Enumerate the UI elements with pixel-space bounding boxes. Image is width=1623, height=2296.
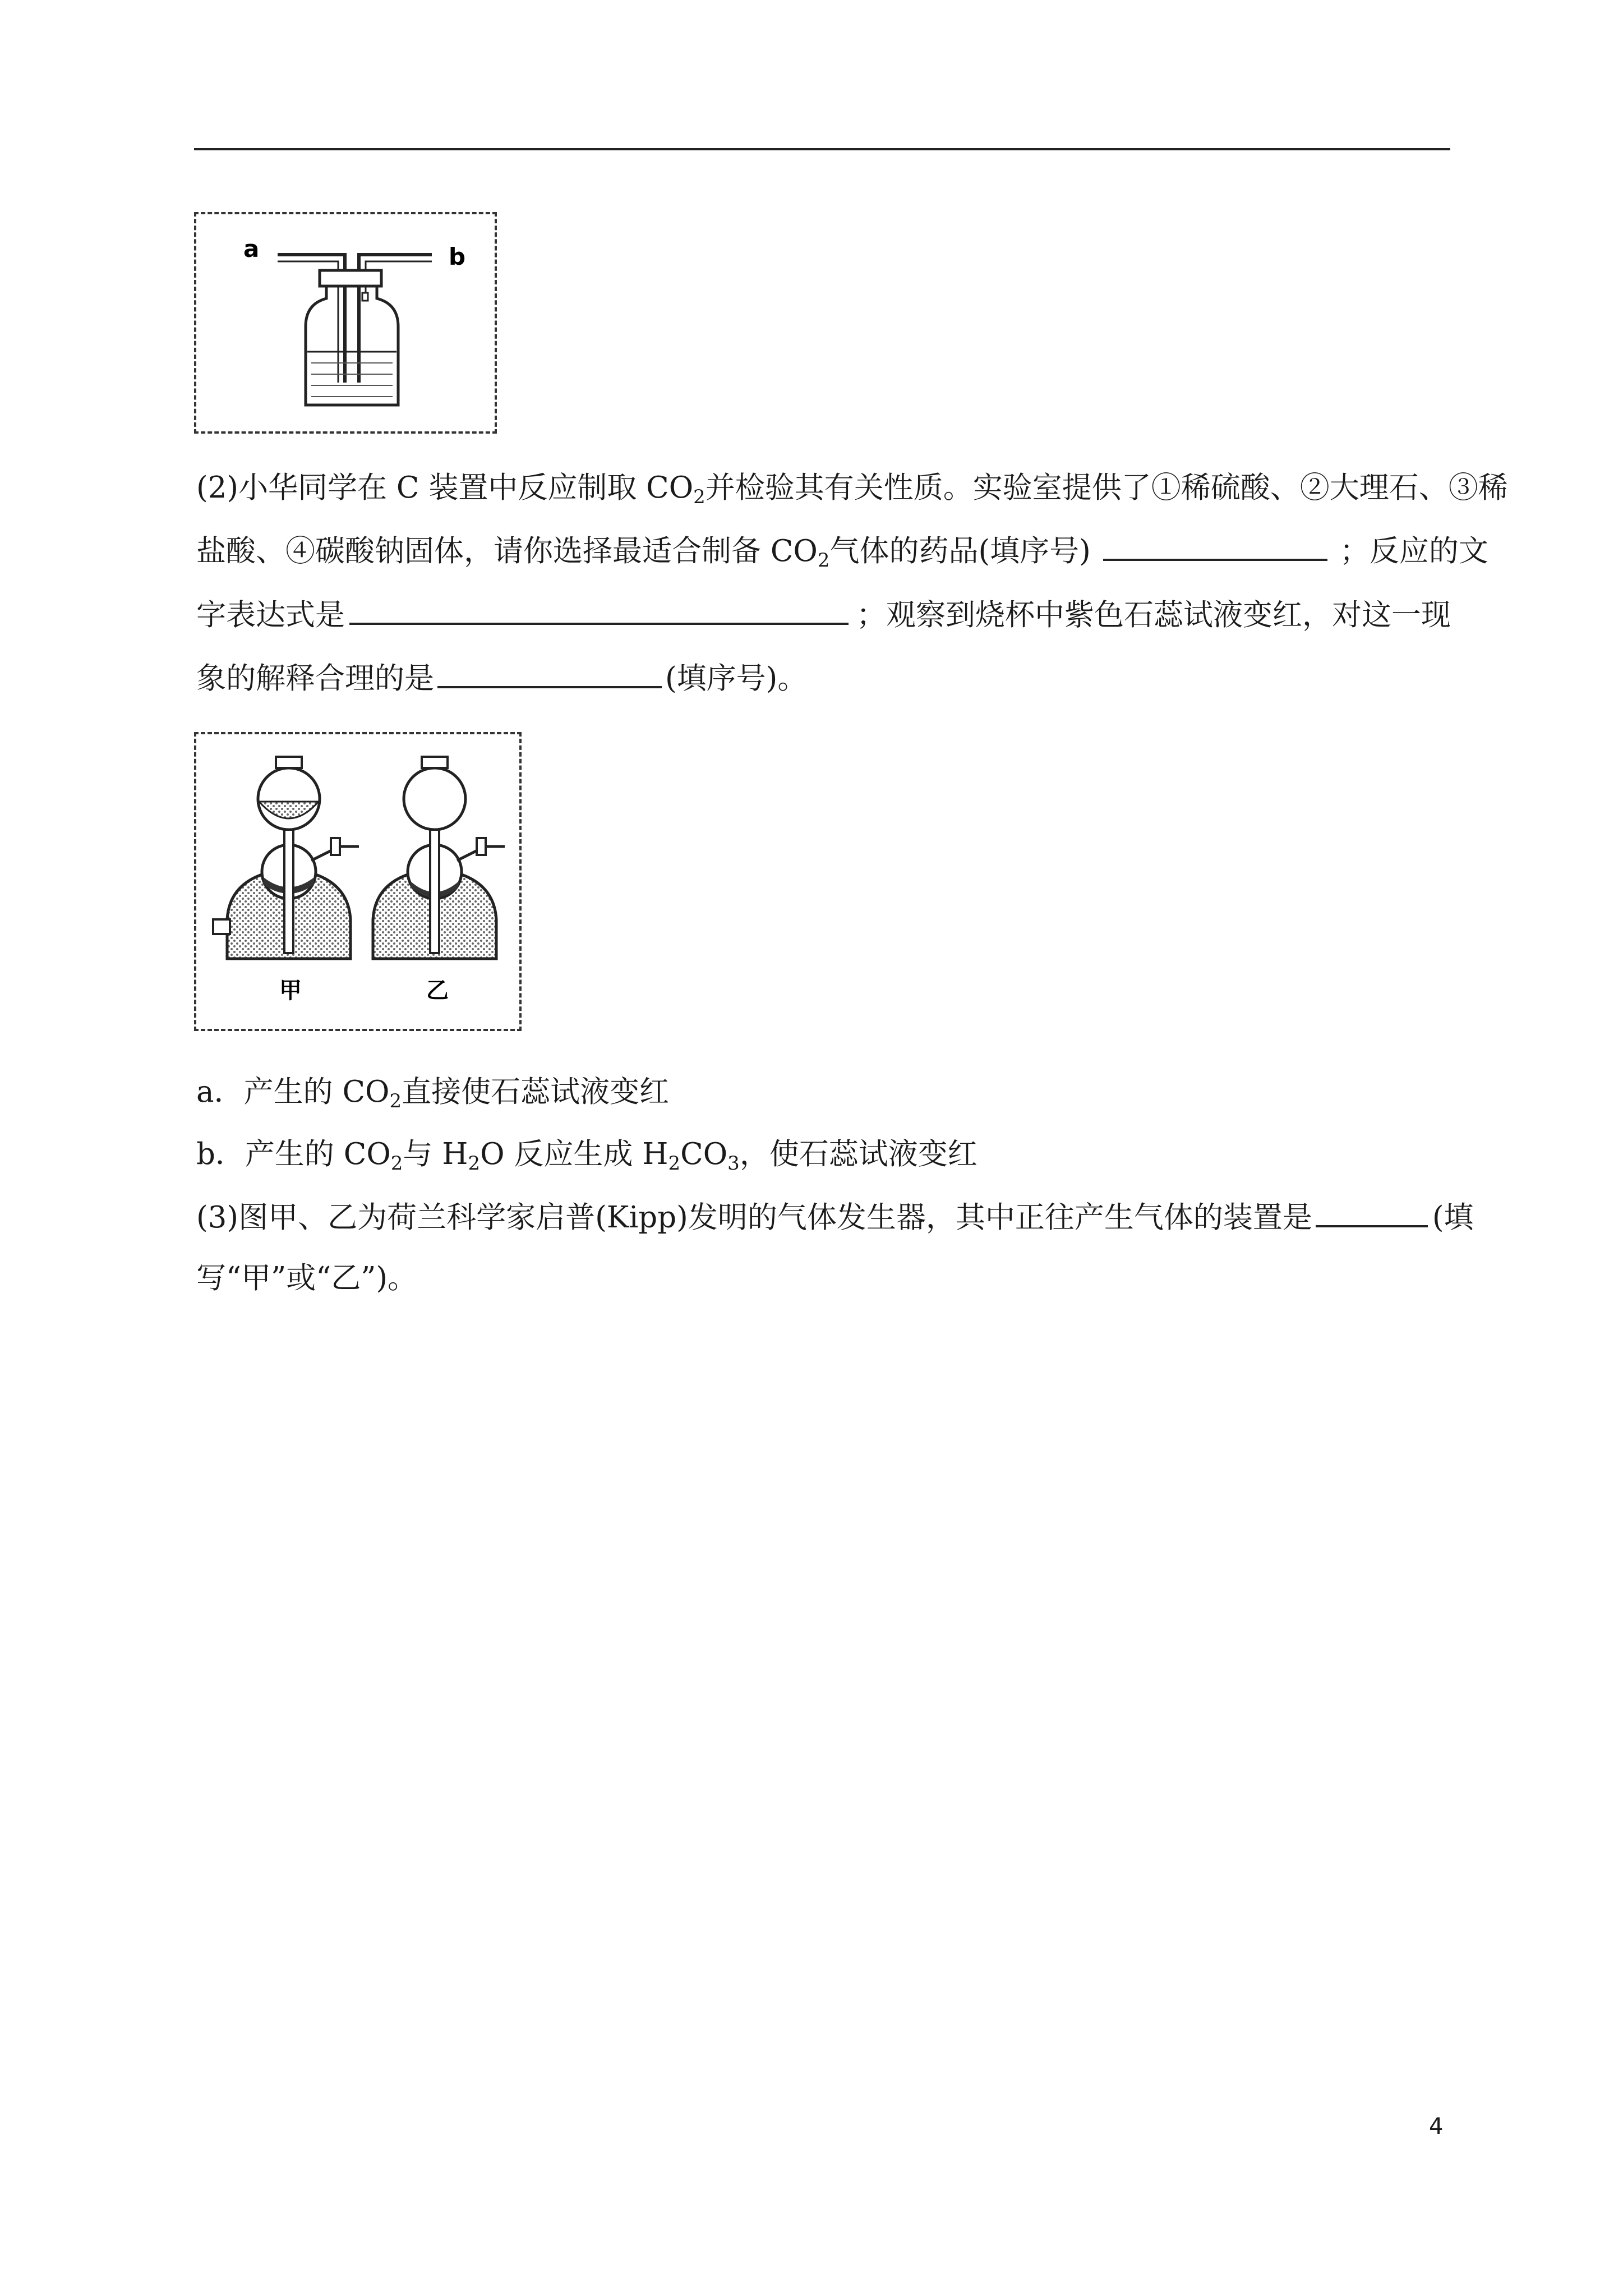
figure-label-a: a	[243, 235, 260, 263]
kipp-generator-figure	[194, 732, 522, 1031]
answer-blank-reagents[interactable]	[1103, 531, 1327, 561]
question-2-line-4	[196, 658, 807, 698]
option-b-text-3: O 反应生成 H	[480, 1137, 668, 1171]
q2-line1-subscript: 2	[693, 486, 706, 508]
q3-line1-text-a: (3)图甲、乙为荷兰科学家启普(Kipp)发明的气体发生器，其中正往产生气体的装置是	[196, 1200, 1312, 1235]
option-b-text-4: CO	[680, 1137, 728, 1171]
option-a-text-a: a．产生的 CO	[196, 1075, 390, 1109]
q3-line1-text-b: (填	[1432, 1200, 1474, 1235]
q2-line1-text-a: (2)小华同学在 C 装置中反应制取 CO	[196, 471, 694, 505]
page-number: 4	[1429, 2114, 1444, 2139]
q2-line2-text-c: ；反应的文	[1339, 534, 1488, 568]
answer-blank-kipp[interactable]	[1316, 1197, 1428, 1227]
q2-line3-text-a: 字表达式是	[196, 598, 345, 632]
kipp-label-left: 甲	[279, 978, 302, 1004]
option-a-subscript: 2	[389, 1090, 402, 1112]
answer-blank-word-equation[interactable]	[349, 595, 849, 625]
header-rule	[194, 148, 1450, 150]
gas-bottle-figure	[194, 212, 497, 434]
option-a	[196, 1073, 669, 1112]
q2-line1-text-b: 并检验其有关性质。实验室提供了①稀硫酸、②大理石、③稀	[705, 471, 1508, 505]
q2-line4-text-b: (填序号)。	[665, 661, 808, 696]
kipp-generator-drawing	[196, 734, 524, 1033]
q2-line4-text-a: 象的解释合理的是	[196, 661, 434, 696]
question-3-line-2	[196, 1259, 417, 1298]
q2-line2-text-b: 气体的药品(填序号)	[829, 534, 1091, 568]
option-b-subscript-3: 2	[668, 1152, 681, 1175]
option-b	[196, 1135, 978, 1174]
question-2-line-2	[196, 531, 1488, 571]
question-2-line-1	[196, 468, 1508, 508]
option-b-text-5: ，使石蕊试液变红	[739, 1137, 978, 1171]
kipp-generator-left	[213, 757, 359, 1004]
answer-blank-explanation[interactable]	[437, 658, 662, 688]
kipp-label-right: 乙	[426, 978, 449, 1004]
option-b-subscript-4: 3	[727, 1152, 740, 1175]
option-a-text-b: 直接使石蕊试液变红	[402, 1075, 670, 1109]
option-b-subscript-2: 2	[468, 1152, 481, 1175]
option-b-text-2: 与 H	[403, 1137, 468, 1171]
question-3-line-1	[196, 1197, 1474, 1237]
q3-line2-text: 写“甲”或“乙”)。	[196, 1261, 418, 1295]
option-b-subscript-1: 2	[390, 1152, 403, 1175]
question-2-line-3	[196, 595, 1451, 635]
figure-label-b: b	[449, 243, 466, 270]
q2-line3-text-b: ；观察到烧杯中紫色石蕊试液变红，对这一现	[856, 598, 1451, 632]
q2-line2-subscript: 2	[817, 549, 830, 572]
kipp-generator-right	[373, 757, 505, 1004]
gas-bottle-drawing	[196, 214, 499, 436]
option-b-text-1: b．产生的 CO	[196, 1137, 391, 1171]
q2-line2-text-a: 盐酸、④碳酸钠固体，请你选择最适合制备 CO	[196, 534, 818, 568]
